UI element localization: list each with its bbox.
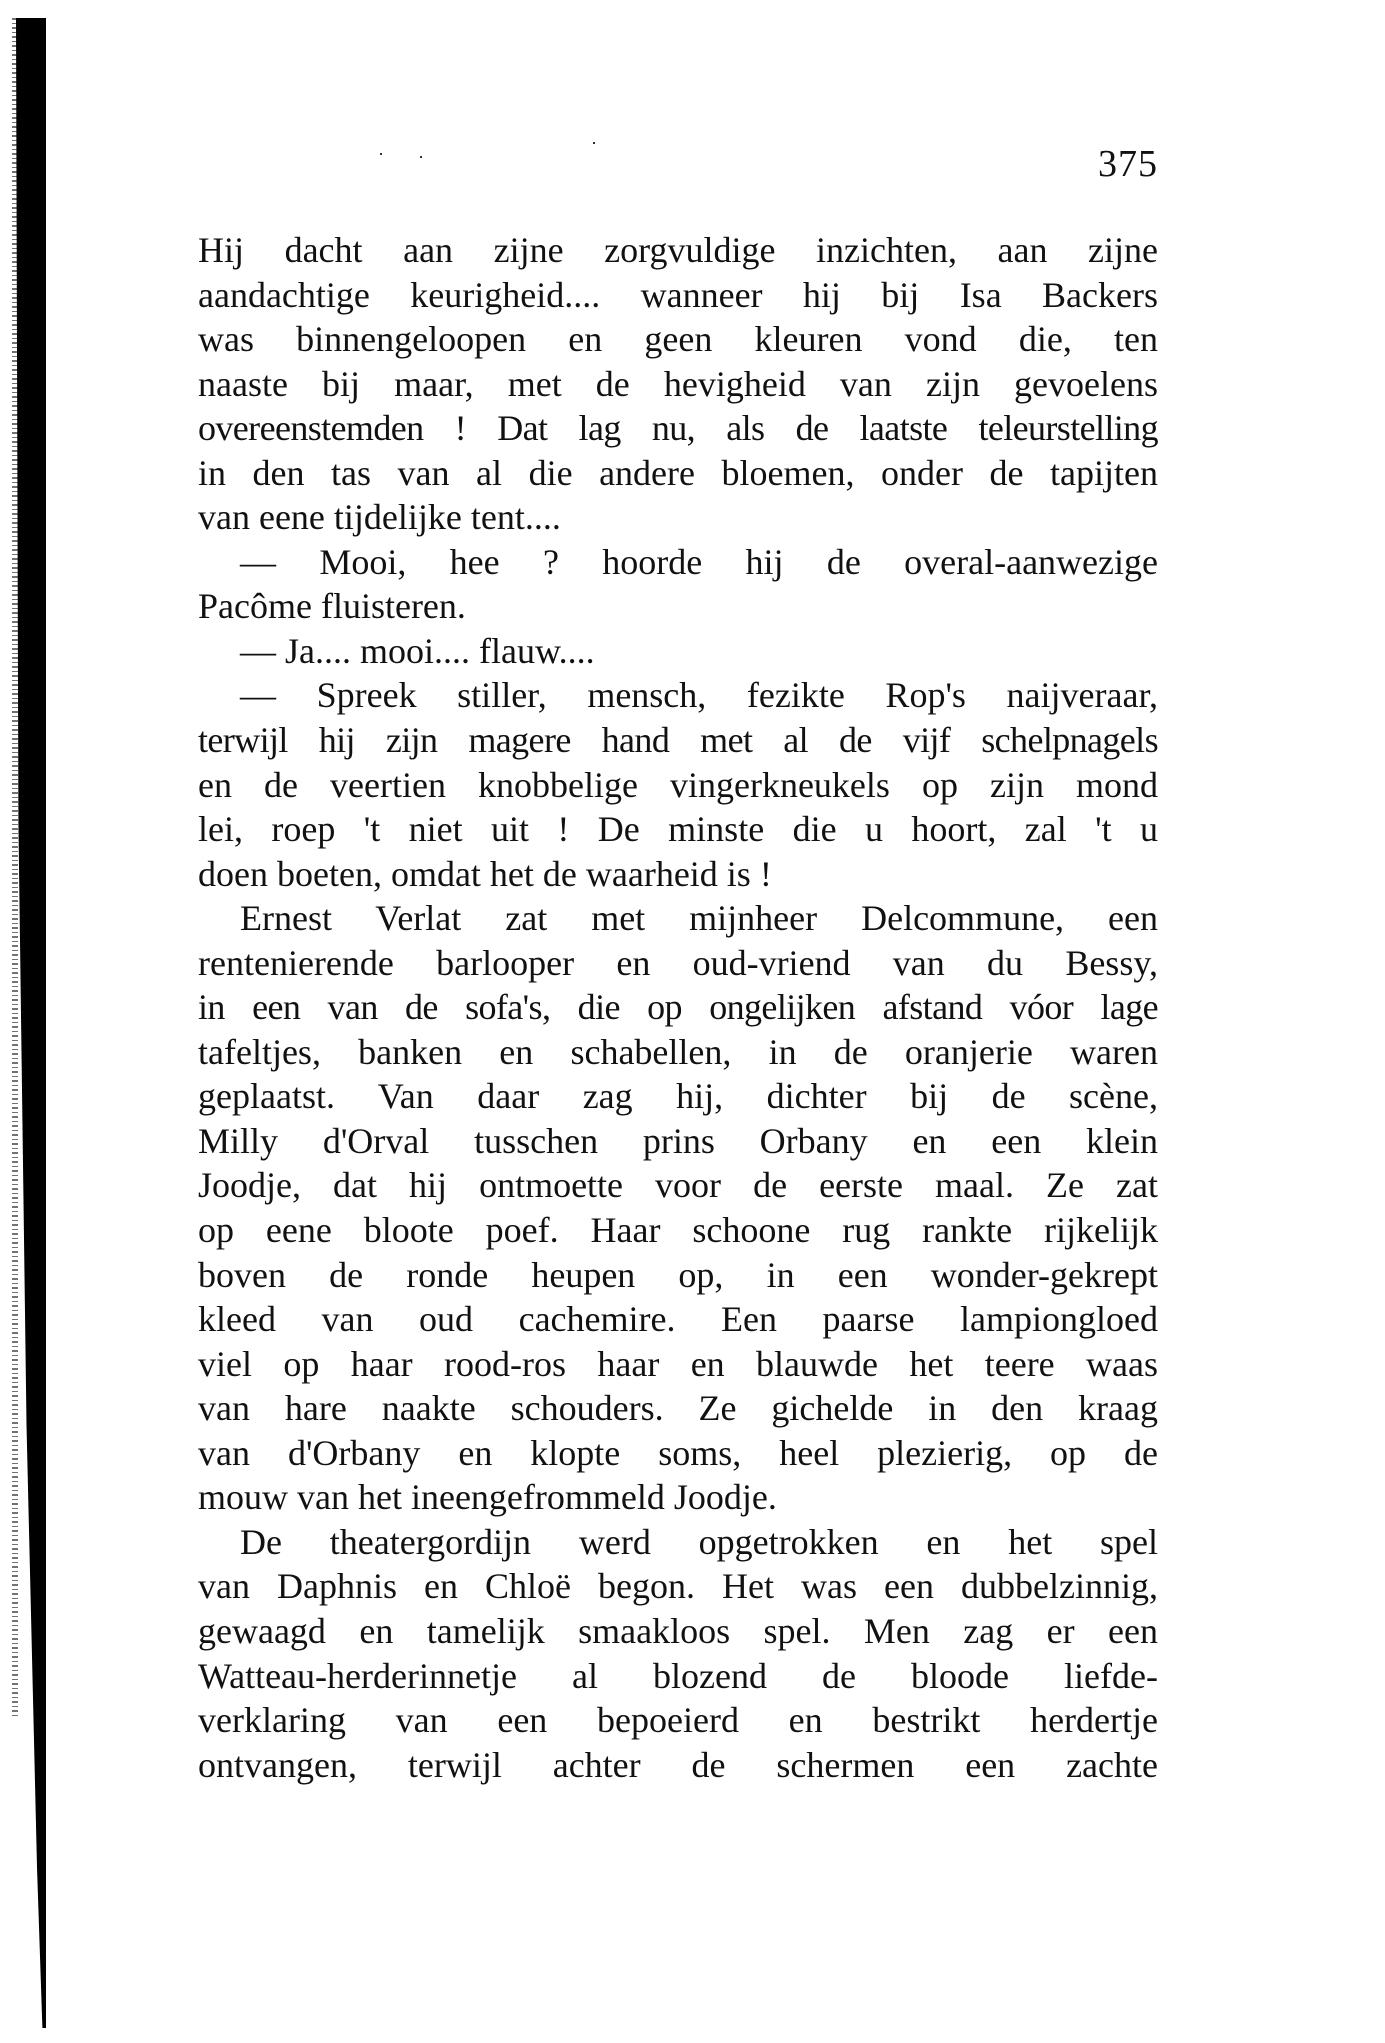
text-line: op eene bloote poef. Haar schoone rug rankte rijkelijk [198, 1210, 1158, 1251]
text-line: en de veertien knobbelige vingerkneukels op zijn mond [198, 764, 1158, 805]
text-line: Joodje, dat hij ontmoette voor de eerste maal. Ze zat [198, 1165, 1158, 1206]
text-line: lei, roep 't niet uit ! De minste die u hoort, zal 't u [198, 809, 1158, 850]
text-line: aandachtige keurigheid.... wanneer hij bij Isa Backers [198, 274, 1158, 315]
text-line: was binnengeloopen en geen kleuren vond die, ten [198, 319, 1158, 360]
text-line: Hij dacht aan zijne zorgvuldige inzichten, aan zijne [198, 230, 1158, 270]
text-line: ontvangen, terwijl achter de schermen een zachte [198, 1744, 1158, 1785]
text-line: kleed van oud cachemire. Een paarse lampiongloed [198, 1299, 1158, 1340]
text-line: Ernest Verlat zat met mijnheer Delcommune, een [240, 898, 1158, 939]
text-line: geplaatst. Van daar zag hij, dichter bij de scène, [198, 1076, 1158, 1117]
text-line: naaste bij maar, met de hevigheid van zijn gevoelens [198, 363, 1158, 404]
text-line: van d'Orbany en klopte soms, heel plezierig, op de [198, 1432, 1158, 1473]
binding-edge-fringe [12, 18, 18, 1718]
text-line: van Daphnis en Chloë begon. Het was een dubbelzinnig, [198, 1566, 1158, 1607]
text-line: — Spreek stiller, mensch, fezikte Rop's naijveraar, [240, 675, 1158, 716]
text-line: — Ja.... mooi.... flauw.... [240, 630, 595, 671]
text-line: van eene tijdelijke tent.... [198, 497, 561, 538]
text-line: gewaagd en tamelijk smaakloos spel. Men zag er een [198, 1610, 1158, 1651]
text-line: Pacôme fluisteren. [198, 586, 466, 627]
text-line: De theatergordijn werd opgetrokken en het spel [240, 1521, 1158, 1562]
text-line: mouw van het ineengefrommeld Joodje. [198, 1477, 777, 1518]
text-line: doen boeten, omdat het de waarheid is ! [198, 853, 772, 894]
text-line: — Mooi, hee ? hoorde hij de overal-aanwezige [240, 541, 1158, 582]
text-line: verklaring van een bepoeierd en bestrikt herdertje [198, 1700, 1158, 1741]
body-text [198, 228, 1158, 1787]
text-line: van hare naakte schouders. Ze gichelde in den kraag [198, 1388, 1158, 1429]
text-line: in een van de sofa's, die op ongelijken afstand vóor lage [198, 987, 1158, 1028]
scan-speck [420, 156, 422, 158]
text-line: in den tas van al die andere bloemen, onder de tapijten [198, 452, 1158, 493]
scan-speck [380, 153, 382, 155]
text-line: boven de ronde heupen op, in een wonder-gekrept [198, 1254, 1158, 1295]
page-number: 375 [1098, 143, 1158, 185]
text-line: viel op haar rood-ros haar en blauwde het teere waas [198, 1343, 1158, 1384]
text-line: tafeltjes, banken en schabellen, in de oranjerie waren [198, 1031, 1158, 1072]
text-line: terwijl hij zijn magere hand met al de vijf schelpnagels [198, 720, 1158, 761]
text-line: rentenierende barlooper en oud-vriend van du Bessy, [198, 942, 1158, 983]
text-line: Watteau-herderinnetje al blozend de bloode liefde- [198, 1655, 1158, 1696]
text-line: Milly d'Orval tusschen prins Orbany en een klein [198, 1120, 1158, 1161]
text-line: overeenstemden ! Dat lag nu, als de laatste teleurstelling [198, 408, 1158, 449]
binding-edge-shadow [16, 18, 46, 2028]
scan-speck [593, 142, 595, 144]
